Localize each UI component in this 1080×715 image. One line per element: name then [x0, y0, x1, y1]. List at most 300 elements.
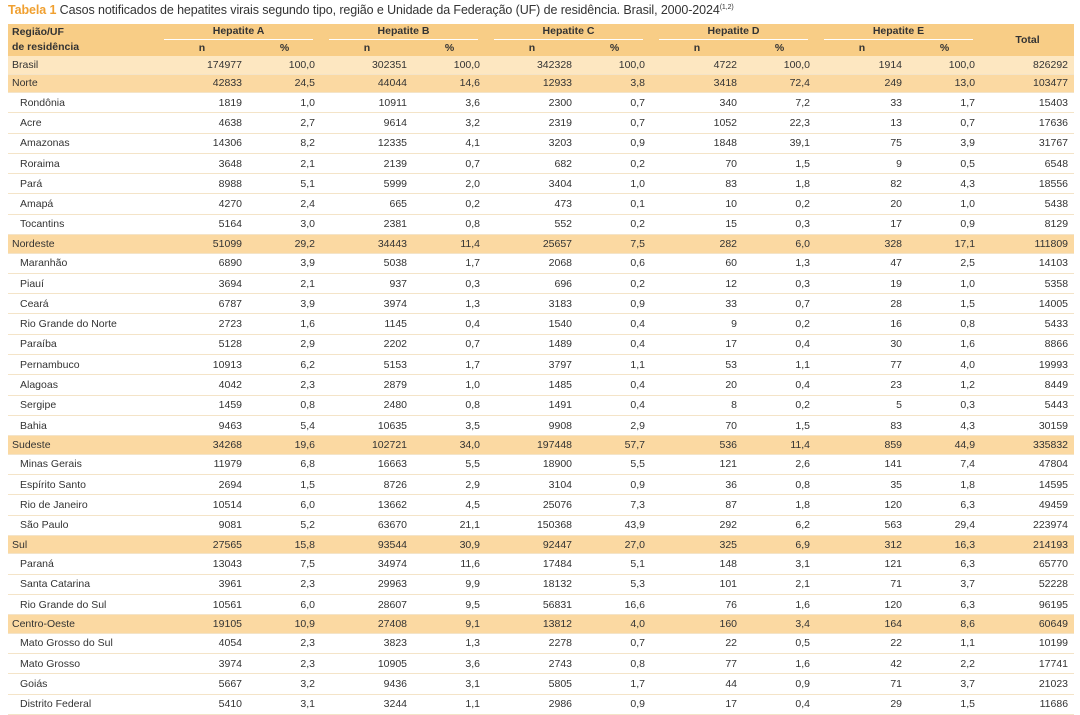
column-group-hepatite-e: Hepatite E	[816, 24, 981, 40]
cell-count: 312	[816, 535, 908, 554]
cell-percent: 0,6	[578, 253, 651, 273]
cell-region-name: Distrito Federal	[8, 694, 156, 714]
cell-count: 34268	[156, 436, 248, 455]
cell-count: 937	[321, 273, 413, 293]
cell-percent: 0,3	[743, 273, 816, 293]
cell-percent: 100,0	[248, 56, 321, 74]
cell-count: 2300	[486, 93, 578, 113]
cell-count: 4722	[651, 56, 743, 74]
cell-count: 20	[816, 194, 908, 214]
cell-count: 164	[816, 615, 908, 634]
cell-count: 77	[816, 355, 908, 375]
cell-count: 5667	[156, 674, 248, 694]
cell-count: 35	[816, 475, 908, 495]
cell-count: 27408	[321, 615, 413, 634]
column-group-hepatite-d: Hepatite D	[651, 24, 816, 40]
table-caption-footnote-ref: (1,2)	[719, 3, 734, 11]
cell-count: 10561	[156, 595, 248, 615]
table-row	[8, 515, 1074, 535]
cell-count: 22	[816, 633, 908, 653]
cell-region-name: Minas Gerais	[8, 454, 156, 474]
cell-percent: 0,8	[743, 475, 816, 495]
cell-count: 340	[651, 93, 743, 113]
cell-region-name: Roraima	[8, 153, 156, 173]
cell-percent: 0,9	[743, 674, 816, 694]
cell-count: 4054	[156, 633, 248, 653]
column-header-n: n	[321, 40, 413, 56]
cell-count: 15	[651, 214, 743, 234]
cell-count: 9081	[156, 515, 248, 535]
cell-total: 5358	[981, 273, 1074, 293]
cell-count: 33	[816, 93, 908, 113]
cell-count: 2278	[486, 633, 578, 653]
cell-percent: 0,9	[578, 694, 651, 714]
cell-total: 10199	[981, 633, 1074, 653]
cell-percent: 1,1	[743, 355, 816, 375]
cell-region-name: Alagoas	[8, 375, 156, 395]
cell-percent: 1,5	[248, 475, 321, 495]
cell-percent: 0,7	[413, 334, 486, 354]
cell-percent: 16,3	[908, 535, 981, 554]
cell-percent: 11,4	[743, 436, 816, 455]
cell-count: 76	[651, 595, 743, 615]
cell-count: 10911	[321, 93, 413, 113]
cell-percent: 6,8	[248, 454, 321, 474]
cell-region-name: Pará	[8, 174, 156, 194]
cell-count: 17	[651, 694, 743, 714]
cell-count: 82	[816, 174, 908, 194]
cell-total: 15403	[981, 93, 1074, 113]
cell-count: 3974	[156, 654, 248, 674]
cell-percent: 0,2	[578, 273, 651, 293]
cell-count: 2480	[321, 395, 413, 415]
column-header-n: n	[651, 40, 743, 56]
cell-percent: 0,2	[578, 153, 651, 173]
column-group-hepatite-c: Hepatite C	[486, 24, 651, 40]
cell-percent: 3,2	[248, 674, 321, 694]
cell-percent: 3,9	[248, 253, 321, 273]
cell-percent: 6,3	[908, 495, 981, 515]
cell-total: 17741	[981, 654, 1074, 674]
cell-total: 21023	[981, 674, 1074, 694]
cell-count: 44044	[321, 74, 413, 93]
cell-count: 11979	[156, 454, 248, 474]
cell-percent: 44,9	[908, 436, 981, 455]
column-header-region	[8, 24, 156, 56]
cell-percent: 0,2	[743, 395, 816, 415]
column-header-region-line1: Região/UF	[12, 26, 64, 38]
table-row	[8, 294, 1074, 314]
cell-percent: 0,4	[743, 694, 816, 714]
cell-percent: 5,4	[248, 415, 321, 435]
cell-percent: 0,4	[578, 334, 651, 354]
cell-percent: 1,7	[578, 674, 651, 694]
cell-percent: 3,1	[413, 674, 486, 694]
cell-percent: 3,7	[908, 574, 981, 594]
cell-percent: 3,5	[413, 415, 486, 435]
table-caption-label: Tabela 1	[8, 3, 57, 17]
cell-count: 302351	[321, 56, 413, 74]
table-row	[8, 174, 1074, 194]
cell-total: 5443	[981, 395, 1074, 415]
table-row-region	[8, 74, 1074, 93]
cell-percent: 0,4	[743, 375, 816, 395]
cell-count: 325	[651, 535, 743, 554]
cell-percent: 5,1	[248, 174, 321, 194]
cell-count: 93544	[321, 535, 413, 554]
table-row	[8, 355, 1074, 375]
cell-percent: 1,6	[248, 314, 321, 334]
cell-count: 19105	[156, 615, 248, 634]
cell-count: 1819	[156, 93, 248, 113]
cell-count: 282	[651, 235, 743, 254]
cell-count: 33	[651, 294, 743, 314]
cell-percent: 5,2	[248, 515, 321, 535]
table-row	[8, 113, 1074, 133]
cell-percent: 2,5	[908, 253, 981, 273]
table-row	[8, 454, 1074, 474]
cell-percent: 3,1	[248, 694, 321, 714]
cell-region-name: Goiás	[8, 674, 156, 694]
cell-count: 92447	[486, 535, 578, 554]
cell-percent: 1,3	[413, 633, 486, 653]
cell-count: 12	[651, 273, 743, 293]
cell-percent: 2,7	[248, 113, 321, 133]
cell-region-name: Tocantins	[8, 214, 156, 234]
cell-percent: 2,3	[248, 633, 321, 653]
cell-count: 12933	[486, 74, 578, 93]
cell-count: 10913	[156, 355, 248, 375]
cell-count: 12335	[321, 133, 413, 153]
cell-region-name: Mato Grosso	[8, 654, 156, 674]
cell-total: 60649	[981, 615, 1074, 634]
cell-region-name: Paraíba	[8, 334, 156, 354]
cell-total: 8449	[981, 375, 1074, 395]
cell-count: 101	[651, 574, 743, 594]
cell-count: 17	[651, 334, 743, 354]
cell-count: 3823	[321, 633, 413, 653]
cell-percent: 0,2	[413, 194, 486, 214]
cell-percent: 3,6	[413, 654, 486, 674]
cell-count: 34974	[321, 554, 413, 574]
cell-region-name: São Paulo	[8, 515, 156, 535]
cell-percent: 0,8	[413, 214, 486, 234]
column-header-region-line2: de residência	[12, 41, 80, 53]
cell-region-name: Bahia	[8, 415, 156, 435]
cell-total: 335832	[981, 436, 1074, 455]
cell-count: 5410	[156, 694, 248, 714]
cell-count: 13812	[486, 615, 578, 634]
cell-count: 29	[816, 694, 908, 714]
cell-percent: 0,4	[578, 375, 651, 395]
cell-count: 2723	[156, 314, 248, 334]
cell-count: 36	[651, 475, 743, 495]
cell-count: 13662	[321, 495, 413, 515]
cell-region-name: Mato Grosso do Sul	[8, 633, 156, 653]
cell-percent: 6,9	[743, 535, 816, 554]
cell-region-name: Ceará	[8, 294, 156, 314]
cell-percent: 24,5	[248, 74, 321, 93]
cell-region-name: Amazonas	[8, 133, 156, 153]
cell-percent: 2,3	[248, 375, 321, 395]
cell-count: 25076	[486, 495, 578, 515]
cell-count: 141	[816, 454, 908, 474]
cell-percent: 21,1	[413, 515, 486, 535]
table-row	[8, 375, 1074, 395]
table-row	[8, 475, 1074, 495]
cell-total: 8866	[981, 334, 1074, 354]
cell-count: 536	[651, 436, 743, 455]
cell-percent: 19,6	[248, 436, 321, 455]
cell-percent: 0,5	[743, 633, 816, 653]
cell-count: 8	[651, 395, 743, 415]
cell-count: 71	[816, 574, 908, 594]
cell-count: 682	[486, 153, 578, 173]
cell-percent: 3,9	[908, 133, 981, 153]
cell-region-name: Rio Grande do Norte	[8, 314, 156, 334]
cell-count: 9463	[156, 415, 248, 435]
cell-count: 3694	[156, 273, 248, 293]
cell-percent: 6,0	[248, 495, 321, 515]
cell-percent: 4,1	[413, 133, 486, 153]
cell-count: 3104	[486, 475, 578, 495]
cell-total: 111809	[981, 235, 1074, 254]
table-header	[8, 24, 1074, 56]
cell-percent: 1,5	[908, 694, 981, 714]
cell-count: 19	[816, 273, 908, 293]
cell-count: 249	[816, 74, 908, 93]
cell-percent: 6,2	[743, 515, 816, 535]
cell-percent: 0,4	[578, 314, 651, 334]
cell-percent: 7,5	[578, 235, 651, 254]
cell-percent: 0,4	[578, 395, 651, 415]
cell-percent: 0,7	[413, 153, 486, 173]
cell-count: 17	[816, 214, 908, 234]
cell-count: 6787	[156, 294, 248, 314]
cell-percent: 3,2	[413, 113, 486, 133]
cell-count: 2202	[321, 334, 413, 354]
cell-percent: 29,2	[248, 235, 321, 254]
cell-count: 292	[651, 515, 743, 535]
cell-percent: 0,9	[578, 294, 651, 314]
cell-region-name: Norte	[8, 74, 156, 93]
column-header-percent: %	[578, 40, 651, 56]
cell-count: 20	[651, 375, 743, 395]
cell-count: 3244	[321, 694, 413, 714]
cell-count: 1145	[321, 314, 413, 334]
cell-count: 53	[651, 355, 743, 375]
cell-percent: 11,4	[413, 235, 486, 254]
cell-count: 5038	[321, 253, 413, 273]
cell-percent: 1,2	[908, 375, 981, 395]
cell-percent: 10,9	[248, 615, 321, 634]
cell-count: 70	[651, 415, 743, 435]
table-row	[8, 93, 1074, 113]
column-header-n: n	[816, 40, 908, 56]
table-row	[8, 415, 1074, 435]
cell-percent: 1,0	[908, 194, 981, 214]
cell-count: 563	[816, 515, 908, 535]
cell-percent: 8,2	[248, 133, 321, 153]
cell-percent: 3,6	[413, 93, 486, 113]
cell-percent: 17,1	[908, 235, 981, 254]
cell-percent: 0,9	[908, 214, 981, 234]
cell-percent: 1,3	[413, 294, 486, 314]
cell-percent: 22,3	[743, 113, 816, 133]
cell-percent: 100,0	[908, 56, 981, 74]
cell-percent: 1,0	[248, 93, 321, 113]
cell-count: 148	[651, 554, 743, 574]
cell-percent: 30,9	[413, 535, 486, 554]
cell-total: 47804	[981, 454, 1074, 474]
cell-percent: 6,3	[908, 595, 981, 615]
cell-percent: 0,3	[743, 214, 816, 234]
cell-percent: 6,3	[908, 554, 981, 574]
cell-count: 8726	[321, 475, 413, 495]
cell-count: 120	[816, 595, 908, 615]
cell-count: 3648	[156, 153, 248, 173]
cell-count: 47	[816, 253, 908, 273]
cell-region-name: Sudeste	[8, 436, 156, 455]
cell-count: 5999	[321, 174, 413, 194]
cell-count: 23	[816, 375, 908, 395]
cell-count: 696	[486, 273, 578, 293]
cell-count: 14306	[156, 133, 248, 153]
cell-count: 29963	[321, 574, 413, 594]
cell-count: 1052	[651, 113, 743, 133]
cell-count: 3203	[486, 133, 578, 153]
table-row	[8, 214, 1074, 234]
cell-total: 223974	[981, 515, 1074, 535]
cell-total: 52228	[981, 574, 1074, 594]
cell-percent: 0,7	[743, 294, 816, 314]
cell-total: 11686	[981, 694, 1074, 714]
cell-count: 63670	[321, 515, 413, 535]
cell-total: 17636	[981, 113, 1074, 133]
cell-count: 34443	[321, 235, 413, 254]
cell-count: 1914	[816, 56, 908, 74]
cell-count: 16663	[321, 454, 413, 474]
cell-count: 25657	[486, 235, 578, 254]
cell-total: 826292	[981, 56, 1074, 74]
cell-count: 4270	[156, 194, 248, 214]
cell-percent: 0,2	[743, 314, 816, 334]
cell-count: 18900	[486, 454, 578, 474]
cell-percent: 0,2	[743, 194, 816, 214]
cell-percent: 29,4	[908, 515, 981, 535]
cell-percent: 0,7	[578, 93, 651, 113]
table-row-region	[8, 235, 1074, 254]
cell-count: 2986	[486, 694, 578, 714]
cell-region-name: Sul	[8, 535, 156, 554]
cell-count: 10	[651, 194, 743, 214]
cell-percent: 2,3	[248, 574, 321, 594]
cell-percent: 3,7	[908, 674, 981, 694]
cell-percent: 1,7	[908, 93, 981, 113]
cell-count: 197448	[486, 436, 578, 455]
cell-count: 9436	[321, 674, 413, 694]
cell-percent: 34,0	[413, 436, 486, 455]
cell-count: 328	[816, 235, 908, 254]
cell-region-name: Brasil	[8, 56, 156, 74]
cell-count: 9614	[321, 113, 413, 133]
column-header-n: n	[486, 40, 578, 56]
cell-count: 42	[816, 654, 908, 674]
cell-percent: 39,1	[743, 133, 816, 153]
cell-percent: 5,1	[578, 554, 651, 574]
cell-total: 14005	[981, 294, 1074, 314]
table-row	[8, 153, 1074, 173]
cell-total: 31767	[981, 133, 1074, 153]
column-header-percent: %	[413, 40, 486, 56]
cell-percent: 5,5	[413, 454, 486, 474]
cell-count: 552	[486, 214, 578, 234]
cell-count: 9908	[486, 415, 578, 435]
cell-count: 3961	[156, 574, 248, 594]
cell-count: 70	[651, 153, 743, 173]
cell-region-name: Rondônia	[8, 93, 156, 113]
cell-percent: 14,6	[413, 74, 486, 93]
cell-percent: 1,8	[743, 174, 816, 194]
cell-count: 13	[816, 113, 908, 133]
table-row	[8, 595, 1074, 615]
cell-count: 3974	[321, 294, 413, 314]
cell-percent: 0,2	[578, 214, 651, 234]
cell-count: 42833	[156, 74, 248, 93]
cell-count: 2381	[321, 214, 413, 234]
cell-percent: 1,6	[743, 595, 816, 615]
cell-percent: 1,5	[743, 153, 816, 173]
cell-count: 2319	[486, 113, 578, 133]
cell-count: 87	[651, 495, 743, 515]
cell-percent: 100,0	[413, 56, 486, 74]
cell-count: 665	[321, 194, 413, 214]
cell-percent: 4,0	[908, 355, 981, 375]
cell-percent: 0,1	[578, 194, 651, 214]
table-row	[8, 574, 1074, 594]
hepatitis-cases-table	[8, 24, 1074, 715]
cell-count: 30	[816, 334, 908, 354]
cell-percent: 72,4	[743, 74, 816, 93]
cell-region-name: Amapá	[8, 194, 156, 214]
cell-total: 6548	[981, 153, 1074, 173]
cell-percent: 1,7	[413, 355, 486, 375]
cell-percent: 2,0	[413, 174, 486, 194]
table-row	[8, 495, 1074, 515]
cell-count: 28	[816, 294, 908, 314]
table-caption	[8, 2, 1074, 24]
cell-count: 6890	[156, 253, 248, 273]
cell-region-name: Sergipe	[8, 395, 156, 415]
column-header-percent: %	[248, 40, 321, 56]
cell-percent: 9,1	[413, 615, 486, 634]
cell-count: 27565	[156, 535, 248, 554]
cell-count: 83	[651, 174, 743, 194]
cell-count: 8988	[156, 174, 248, 194]
cell-percent: 1,1	[578, 355, 651, 375]
cell-percent: 3,0	[248, 214, 321, 234]
cell-count: 2139	[321, 153, 413, 173]
cell-count: 17484	[486, 554, 578, 574]
cell-count: 3418	[651, 74, 743, 93]
cell-percent: 1,5	[908, 294, 981, 314]
cell-count: 9	[816, 153, 908, 173]
column-group-hepatite-a: Hepatite A	[156, 24, 321, 40]
cell-percent: 6,0	[248, 595, 321, 615]
cell-percent: 0,9	[578, 475, 651, 495]
cell-percent: 1,0	[413, 375, 486, 395]
cell-percent: 5,3	[578, 574, 651, 594]
